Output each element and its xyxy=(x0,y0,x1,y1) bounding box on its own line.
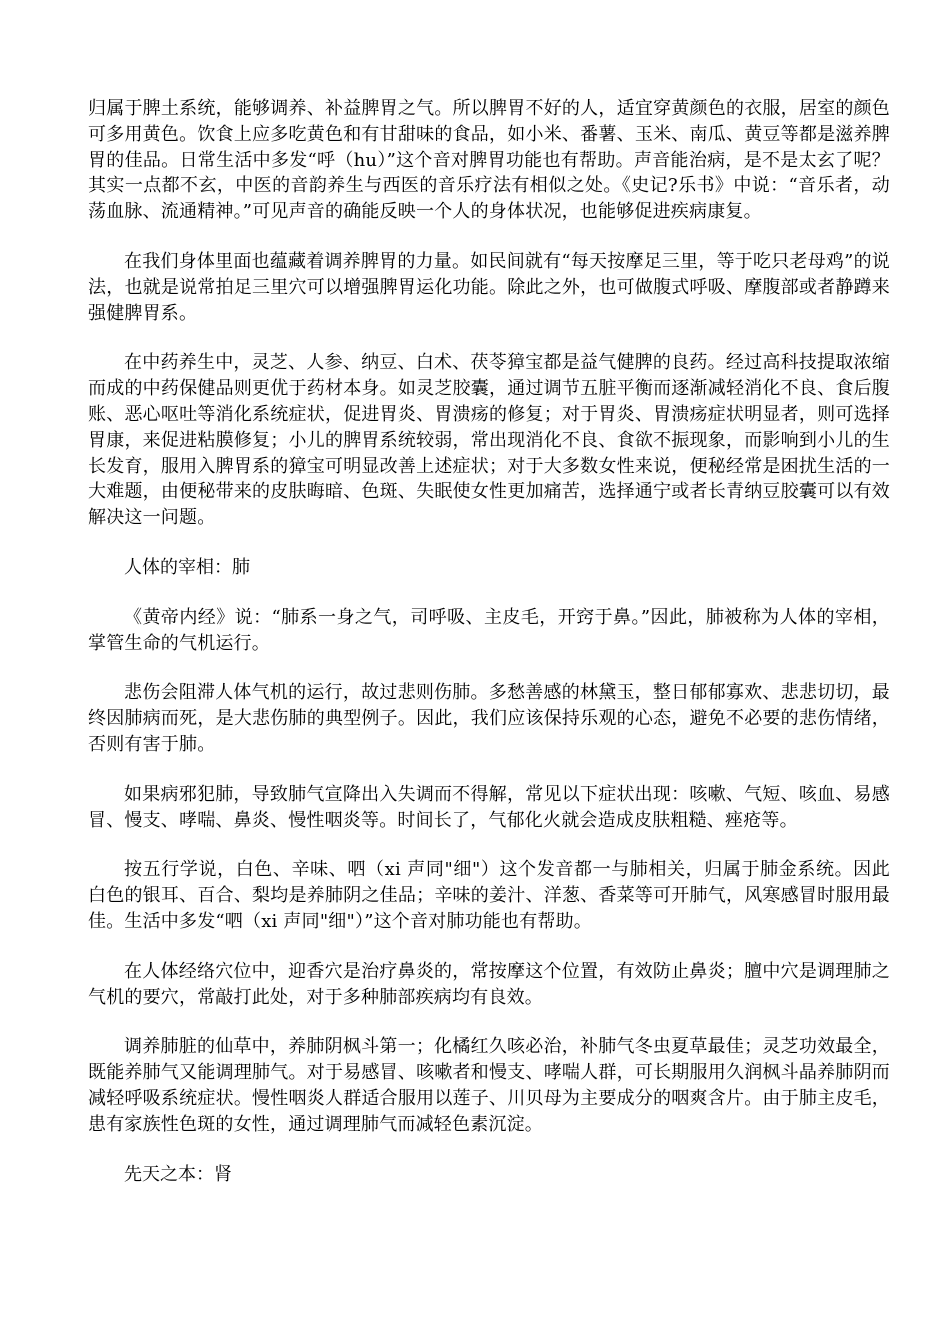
paragraph-lung-sorrow: 悲伤会阻滞人体气机的运行，故过悲则伤肺。多愁善感的林黛玉，整日郁郁寡欢、悲悲切切，最终因肺病而死，是大悲伤肺的典型例子。因此，我们应该保持乐观的心态，避免不必要的悲伤情绪，否则有害于肺。 xyxy=(88,682,890,755)
paragraph-lung-herbs: 调养肺脏的仙草中，养肺阴枫斗第一；化橘红久咳必治，补肺气冬虫夏草最佳；灵芝功效最全，既能养肺气又能调理肺气。对于易感冒、咳嗽者和慢支、哮喘人群，可长期服用久润枫斗晶养肺阴而减轻呼吸系统症状。慢性咽炎人群适合服用以莲子、川贝母为主要成分的咽爽含片。由于肺主皮毛，患有家族性色斑的女性，通过调理肺气而减轻色素沉淀。 xyxy=(88,1036,890,1135)
document-page xyxy=(88,96,890,1211)
paragraph-spleen-acupoint: 在我们身体里面也蕴藏着调养脾胃的力量。如民间就有“每天按摩足三里，等于吃只老母鸡”的说法，也就是说常拍足三里穴可以增强脾胃运化功能。除此之外，也可做腹式呼吸、摩腹部或者静蹲来强健脾胃系。 xyxy=(88,250,890,324)
paragraph-lung-acupoints: 在人体经络穴位中，迎香穴是治疗鼻炎的，常按摩这个位置，有效防止鼻炎；膻中穴是调理肺之气机的要穴，常敲打此处，对于多种肺部疾病均有良效。 xyxy=(88,960,890,1008)
section-heading-kidney: 先天之本：肾 xyxy=(124,1163,232,1185)
paragraph-spleen-intro: 归属于脾土系统，能够调养、补益脾胃之气。所以脾胃不好的人，适宜穿黄颜色的衣服，居室的颜色可多用黄色。饮食上应多吃黄色和有甘甜味的食品，如小米、番薯、玉米、南瓜、黄豆等都是滋养脾胃的佳品。日常生活中多发“呼（hu）”这个音对脾胃功能也有帮助。声音能治病，是不是太玄了呢？其实一点都不玄，中医的音韵养生与西医的音乐疗法有相似之处。《史记?乐书》中说：“音乐者，动荡血脉、流通精神。”可见声音的确能反映一个人的身体状况，也能够促进疾病康复。 xyxy=(88,98,890,223)
paragraph-lung-symptoms: 如果病邪犯肺，导致肺气宣降出入失调而不得解，常见以下症状出现：咳嗽、气短、咳血、易感冒、慢支、哮喘、鼻炎、慢性咽炎等。时间长了，气郁化火就会造成皮肤粗糙、痤疮等。 xyxy=(88,783,890,831)
paragraph-spleen-herbs: 在中药养生中，灵芝、人参、纳豆、白术、茯苓獐宝都是益气健脾的良药。经过高科技提取浓缩而成的中药保健品则更优于药材本身。如灵芝胶囊，通过调节五脏平衡而逐渐减轻消化不良、食后腹账、恶心呕吐等消化系统症状，促进胃炎、胃溃疡的修复；对于胃炎、胃溃疡症状明显者，则可选择胃康，来促进粘膜修复；小儿的脾胃系统较弱，常出现消化不良、食欲不振现象，而影响到小儿的生长发育，服用入脾胃系的獐宝可明显改善上述症状；对于大多数女性来说，便秘经常是困扰生活的一大难题，由便秘带来的皮肤晦暗、色斑、失眠使女性更加痛苦，选择通宁或者长青纳豆胶囊可以有效解决这一问题。 xyxy=(88,352,890,529)
paragraph-lung-five-elements: 按五行学说，白色、辛味、呬（xi 声同"细"）这个发音都一与肺相关，归属于肺金系统。因此白色的银耳、百合、梨均是养肺阴之佳品；辛味的姜汁、洋葱、香菜等可开肺气，风寒感冒时服用最佳。生活中多发“呬（xi 声同"细"）”这个音对肺功能也有帮助。 xyxy=(88,859,890,932)
section-heading-lung: 人体的宰相：肺 xyxy=(124,556,250,578)
paragraph-lung-classic: 《黄帝内经》说：“肺系一身之气，司呼吸、主皮毛，开窍于鼻。”因此，肺被称为人体的宰相，掌管生命的气机运行。 xyxy=(88,606,890,654)
